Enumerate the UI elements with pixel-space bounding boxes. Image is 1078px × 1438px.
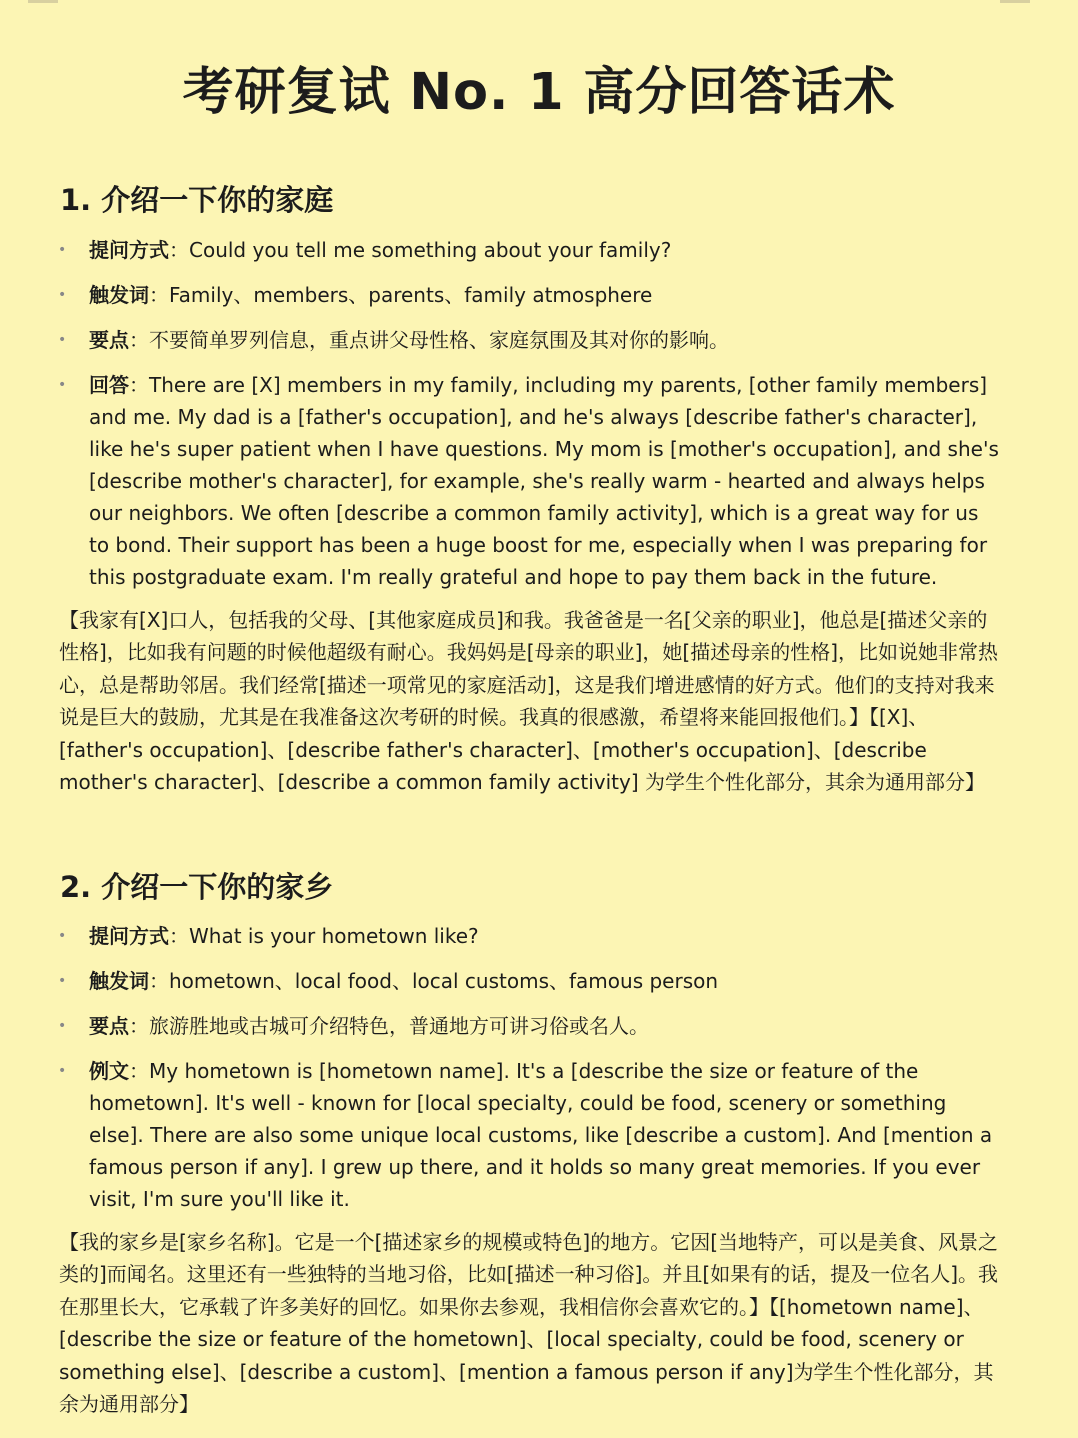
item-text: 不要简单罗列信息，重点讲父母性格、家庭氛围及其对你的影响。 bbox=[149, 328, 729, 352]
item-label: 回答 bbox=[89, 373, 129, 397]
corner-mark-right bbox=[1000, 0, 1030, 3]
section-1-translation-note: 【我家有[X]口人，包括我的父母、[其他家庭成员]和我。我爸爸是一名[父亲的职业]，他总是[描述父亲的性格]，比如我有问题的时候他超级有耐心。我妈妈是[母亲的职业]，她[描述母亲的性格]，比如说她非常热心，总是帮助邻居。我们经常[描述一项常见的家庭活动]，这是我们增进感情的好方式。他们的支持对我来说是巨大的鼓励，尤其是在我准备这次考研的时候。我真的很感激，希望将来能回报他们。】【[X]、[father's occupation]、[describe father's character]、[mother's occupation]、[describe mother's character]、[describe a common family activity] 为学生个性化部分，其余为通用部分】 bbox=[59, 608, 999, 795]
section-1-list bbox=[58, 234, 1003, 593]
item-text: Could you tell me something about your family? bbox=[189, 238, 672, 262]
item-text: What is your hometown like? bbox=[189, 924, 479, 948]
item-text: There are [X] members in my family, including my parents, [other family members] and me. My dad is a [father's occupation], and he's always [describe father's character], like he's super patient when I have questions. My mom is [mother's occupation], and she's [describe mother's character], for example, she's really warm - hearted and always helps our neighbors. We often [describe a common family activity], which is a great way for us to bond. Their support has been a huge boost for me, especially when I was preparing for this postgraduate exam. I'm really grateful and hope to pay them back in the future. bbox=[89, 373, 999, 589]
list-item-key-points: • 要点：不要简单罗列信息，重点讲父母性格、家庭氛围及其对你的影响。 bbox=[58, 324, 1003, 356]
item-label: 提问方式 bbox=[89, 924, 169, 948]
item-text: hometown、local food、local customs、famous person bbox=[169, 969, 719, 993]
item-text: 旅游胜地或古城可介绍特色，普通地方可讲习俗或名人。 bbox=[149, 1014, 649, 1038]
corner-mark-left bbox=[28, 0, 58, 3]
item-label: 触发词 bbox=[89, 283, 149, 307]
item-label: 触发词 bbox=[89, 969, 149, 993]
section-2-list bbox=[58, 920, 1003, 1215]
list-item-example: • 例文：My hometown is [hometown name]. It's a [describe the size or feature of the hometown]. It's well - known for [local specialty, could be food, scenery or something else]. There are also some unique local customs, like [describe a custom]. And [mention a famous person if any]. I grew up there, and it holds so many great memories. If you ever visit, I'm sure you'll like it. bbox=[58, 1055, 1003, 1215]
item-text: My hometown is [hometown name]. It's a [describe the size or feature of the hometown]. It's well - known for [local specialty, could be food, scenery or something else]. There are also some unique local customs, like [describe a custom]. And [mention a famous person if any]. I grew up there, and it holds so many great memories. If you ever visit, I'm sure you'll like it. bbox=[89, 1059, 993, 1211]
list-item-trigger-words: • 触发词：hometown、local food、local customs、famous person bbox=[58, 965, 1003, 997]
list-item-key-points: • 要点：旅游胜地或古城可介绍特色，普通地方可讲习俗或名人。 bbox=[58, 1010, 1003, 1042]
item-label: 要点 bbox=[89, 328, 129, 352]
section-2-heading: 2. 介绍一下你的家乡 bbox=[60, 870, 334, 904]
item-label: 要点 bbox=[89, 1014, 129, 1038]
list-item-trigger-words: • 触发词：Family、members、parents、family atmosphere bbox=[58, 279, 1003, 311]
item-label: 提问方式 bbox=[89, 238, 169, 262]
section-1-heading: 1. 介绍一下你的家庭 bbox=[60, 183, 334, 217]
page-title: 考研复试 No. 1 高分回答话术 bbox=[182, 63, 896, 122]
item-label: 例文 bbox=[89, 1059, 129, 1083]
list-item-question: • 提问方式：What is your hometown like? bbox=[58, 920, 1003, 952]
list-item-question: • 提问方式：Could you tell me something about your family? bbox=[58, 234, 1003, 266]
list-item-answer: • 回答：There are [X] members in my family, including my parents, [other family members] and me. My dad is a [father's occupation], and he's always [describe father's character], like he's super patient when I have questions. My mom is [mother's occupation], and she's [describe mother's character], for example, she's really warm - hearted and always helps our neighbors. We often [describe a common family activity], which is a great way for us to bond. Their support has been a huge boost for me, especially when I was preparing for this postgraduate exam. I'm really grateful and hope to pay them back in the future. bbox=[58, 369, 1003, 593]
section-2-translation-note: 【我的家乡是[家乡名称]。它是一个[描述家乡的规模或特色]的地方。它因[当地特产，可以是美食、风景之类的]而闻名。这里还有一些独特的当地习俗，比如[描述一种习俗]。并且[如果有的话，提及一位名人]。我在那里长大，它承载了许多美好的回忆。如果你去参观，我相信你会喜欢它的。】【[hometown name]、[describe the size or feature of the hometown]、[local specialty, could be food, scenery or something else]、[describe a custom]、[mention a famous person if any]为学生个性化部分，其余为通用部分】 bbox=[59, 1230, 999, 1417]
item-text: Family、members、parents、family atmosphere bbox=[169, 283, 653, 307]
